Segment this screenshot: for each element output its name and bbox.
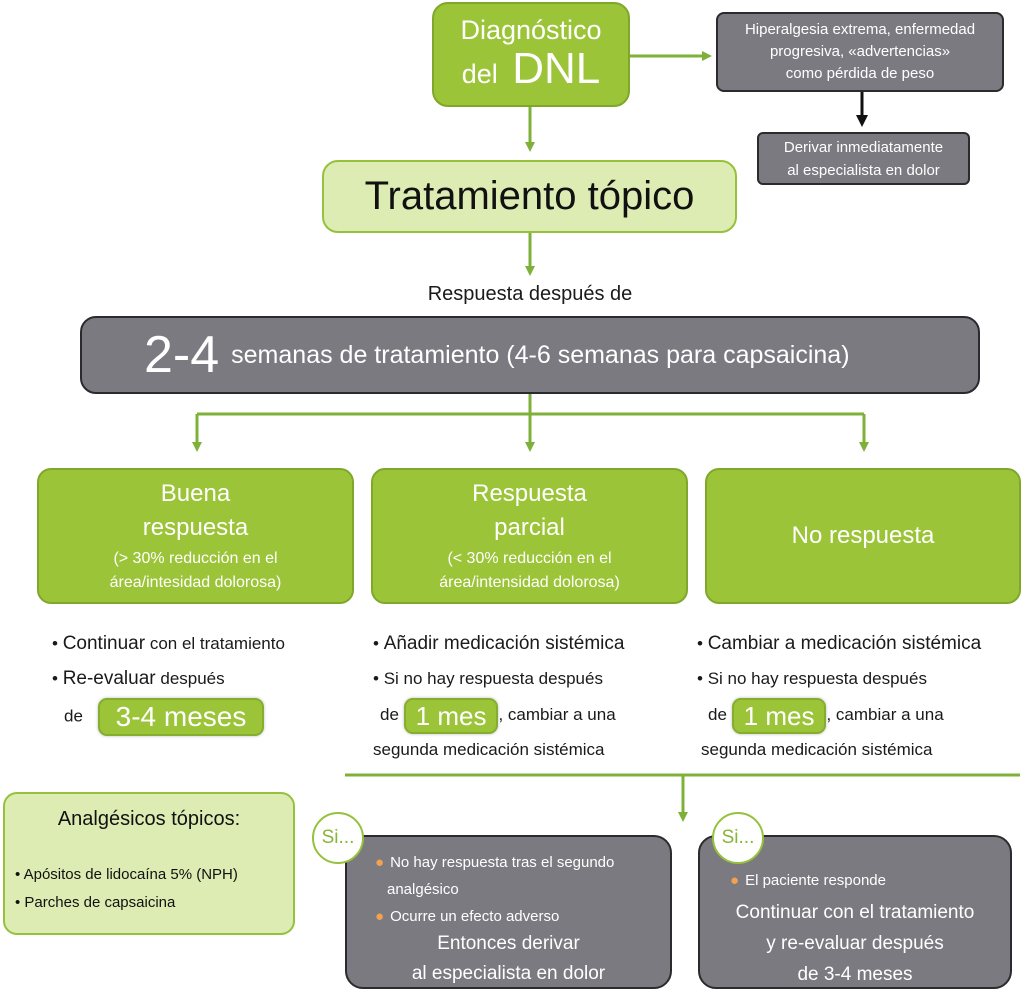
no-response-box (705, 468, 1021, 604)
none-action-change: • Cambiar a medicación sistémica (697, 633, 982, 654)
partial-action-if-none: • Si no hay respuesta después (373, 669, 603, 688)
si-then: Continuar con el tratamiento (735, 902, 975, 923)
analgesic-item: • Apósitos de lidocaína 5% (NPH) (15, 866, 238, 883)
warning-line: como pérdida de peso (785, 65, 935, 82)
months-pill: 3-4 meses (98, 698, 265, 736)
diagnosis-del: del (461, 59, 498, 89)
none-action-month: de 1 mes , cambiar a una (708, 697, 944, 734)
weeks-number: 2-4 (144, 326, 220, 384)
partial-action-add: • Añadir medicación sistémica (373, 633, 625, 654)
good-response-note: (> 30% reducción en el (113, 550, 278, 567)
month-pill: 1 mes (404, 698, 499, 734)
topical-analgesics-box (3, 792, 295, 935)
none-action-if-none: • Si no hay respuesta después (697, 669, 927, 688)
diagnosis-dnl: DNL (512, 44, 601, 93)
si-tag-right: Si... (712, 812, 764, 864)
partial-response-box (371, 468, 688, 604)
si-then: al especialista en dolor (411, 963, 606, 984)
good-action-reevaluate: • Re-evaluar después (52, 668, 225, 689)
partial-action-month: de 1 mes , cambiar a una (380, 697, 616, 734)
orange-bullet-icon: ● (730, 872, 740, 889)
response-after-label: Respuesta después de (427, 283, 633, 305)
good-response-box (37, 468, 354, 604)
si-bullet: ● No hay respuesta tras el segundo (375, 854, 615, 871)
orange-bullet-icon: ● (375, 854, 385, 871)
si-then: y re-evaluar después (766, 933, 944, 954)
weeks-text: semanas de tratamiento (4-6 semanas para capsaicina) (231, 340, 850, 369)
diagnosis-title: Diagnóstico (460, 15, 602, 45)
partial-action-second: segunda medicación sistémica (373, 740, 605, 759)
si-tag-left: Si... (312, 812, 364, 864)
month-pill: 1 mes (732, 698, 827, 734)
partial-response-title: parcial (494, 514, 565, 541)
good-action-months: de 3-4 meses (64, 698, 264, 736)
no-response-title: No respuesta (791, 522, 935, 549)
good-response-title: respuesta (142, 514, 249, 541)
warning-line: Hiperalgesia extrema, enfermedad (744, 21, 976, 38)
si-then: Entonces derivar (437, 933, 580, 954)
si-bullet: ● Ocurre un efecto adverso (375, 908, 560, 925)
partial-response-note: (< 30% reducción en el (447, 550, 612, 567)
weeks-box (80, 316, 980, 394)
orange-bullet-icon: ● (375, 908, 385, 925)
topical-treatment-title: Tratamiento tópico (364, 174, 695, 218)
none-action-second: segunda medicación sistémica (701, 740, 933, 759)
si-bullet-cont: analgésico (387, 881, 459, 898)
analgesic-item: • Parches de capsaicina (15, 894, 176, 911)
good-response-note: área/intesidad dolorosa) (109, 574, 282, 591)
warning-box (716, 12, 1004, 92)
diagnosis-box (432, 2, 630, 107)
refer-line: Derivar inmediatamente (783, 138, 944, 156)
refer-specialist-box (757, 132, 970, 185)
topical-analgesics-title: Analgésicos tópicos: (57, 808, 241, 830)
si-bullet: ● El paciente responde (730, 872, 886, 889)
si-then: de 3-4 meses (797, 964, 913, 985)
refer-line: al especialista en dolor (787, 161, 940, 179)
partial-response-note: área/intensidad dolorosa) (439, 574, 620, 591)
good-response-title: Buena (160, 480, 231, 507)
partial-response-title: Respuesta (472, 480, 587, 507)
si-no-response-box (345, 835, 672, 989)
topical-treatment-box (322, 160, 737, 233)
warning-line: progresiva, «advertencias» (769, 43, 951, 60)
good-action-continue: • Continuar con el tratamiento (52, 633, 285, 654)
